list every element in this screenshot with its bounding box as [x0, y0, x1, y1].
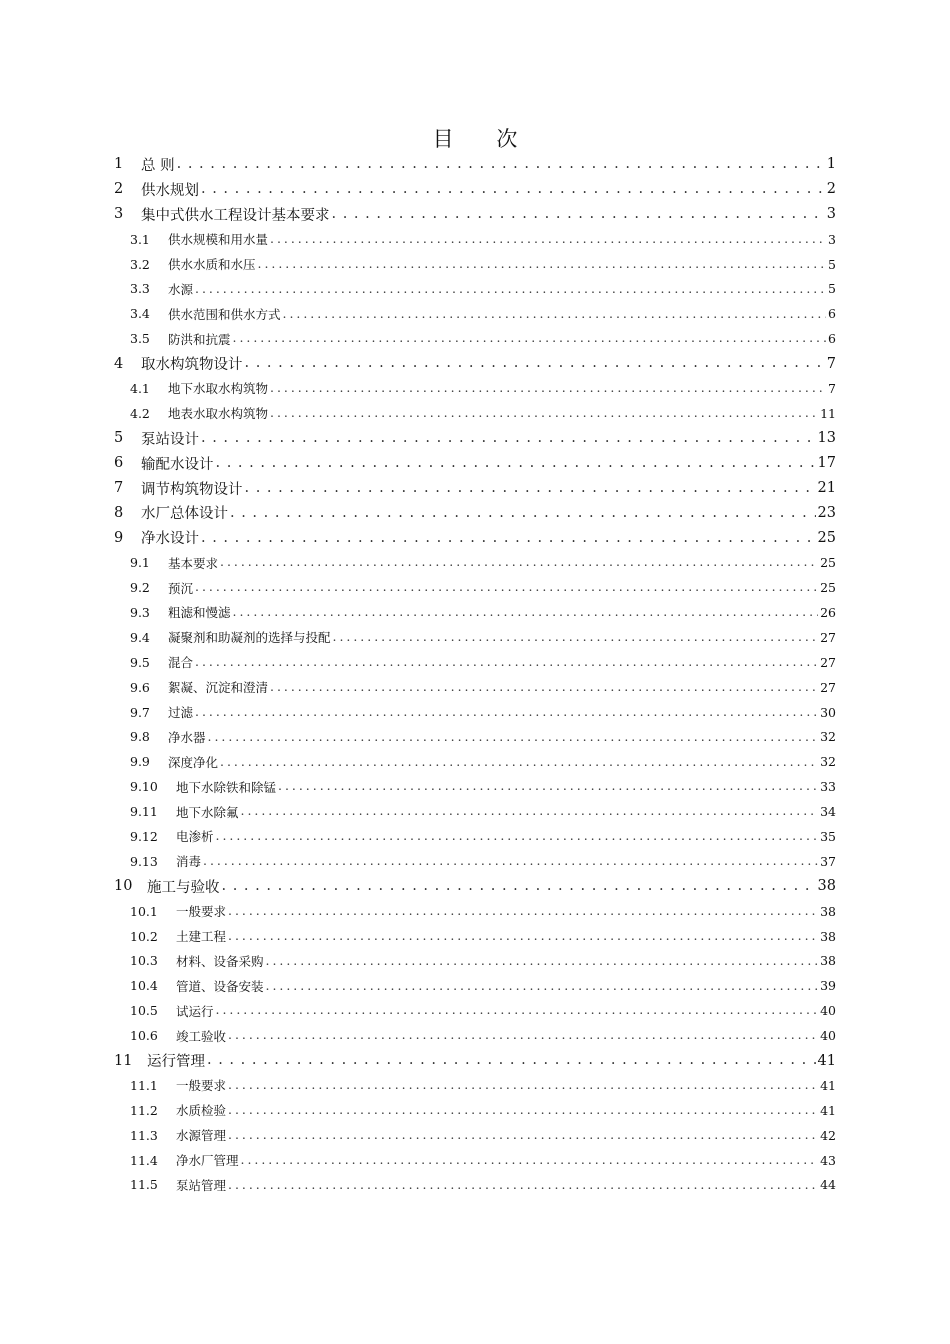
- toc-entry-label: 供水范围和供水方式: [168, 306, 281, 322]
- toc-entry-number: 2: [114, 181, 124, 198]
- toc-entry-label: 水源: [168, 281, 194, 297]
- toc-section-entry[interactable]: [114, 550, 836, 575]
- toc-entry-label: 净水器: [168, 729, 206, 745]
- toc-entry-page: 40: [820, 1003, 836, 1019]
- toc-entry-page: 1: [826, 156, 836, 173]
- toc-section-entry[interactable]: [114, 301, 836, 326]
- toc-entry-number: 9.5: [130, 654, 150, 670]
- toc-entry-page: 41: [820, 1102, 836, 1118]
- dot-leader: [228, 1029, 818, 1042]
- toc-entry-page: 25: [817, 529, 836, 546]
- toc-section-entry[interactable]: [114, 799, 836, 824]
- dot-leader: [216, 1004, 819, 1017]
- toc-entry-page: 38: [820, 953, 836, 969]
- toc-section-entry[interactable]: [114, 650, 836, 675]
- toc-entry-page: 21: [817, 480, 836, 497]
- toc-entry-number: 3.1: [130, 231, 150, 247]
- toc-entry-page: 34: [820, 804, 836, 820]
- toc-entry-label: 净水厂管理: [176, 1153, 239, 1169]
- toc-entry-number: 10: [114, 878, 133, 895]
- toc-entry-page: 41: [817, 1052, 836, 1069]
- dot-leader: [201, 431, 816, 446]
- toc-entry-label: 一般要求: [176, 904, 227, 920]
- toc-section-entry[interactable]: [114, 1148, 836, 1173]
- dot-leader: [220, 756, 818, 769]
- page-title: 目 次: [432, 127, 536, 151]
- toc-entry-number: 9.2: [130, 580, 150, 596]
- toc-entry-page: 25: [820, 580, 836, 596]
- toc-entry-page: 3: [828, 231, 836, 247]
- toc-entry-label: 集中式供水工程设计基本要求: [141, 207, 330, 224]
- dot-leader: [270, 382, 826, 395]
- dot-leader: [278, 780, 818, 793]
- dot-leader: [266, 955, 819, 968]
- toc-entry-number: 1: [114, 156, 124, 173]
- toc-entry-label: 基本要求: [168, 555, 219, 571]
- toc-entry-page: 43: [820, 1152, 836, 1168]
- toc-section-entry[interactable]: [114, 1123, 836, 1148]
- toc-entry-label: 地表水取水构筑物: [168, 406, 269, 422]
- toc-entry-number: 11.2: [130, 1102, 158, 1118]
- toc-entry-page: 38: [820, 928, 836, 944]
- toc-entry-label: 调节构筑物设计: [141, 481, 243, 498]
- toc-entry-page: 7: [828, 380, 836, 396]
- dot-leader: [228, 930, 818, 943]
- toc-section-entry[interactable]: [114, 774, 836, 799]
- dot-leader: [245, 356, 825, 371]
- toc-entry-label: 取水构筑物设计: [141, 357, 243, 374]
- dot-leader: [222, 879, 816, 894]
- toc-entry-label: 材料、设备采购: [176, 953, 264, 969]
- toc-chapter-entry[interactable]: [114, 202, 836, 227]
- dot-leader: [203, 855, 818, 868]
- toc-entry-label: 土建工程: [176, 929, 227, 945]
- toc-entry-label: 泵站管理: [176, 1177, 227, 1193]
- toc-section-entry[interactable]: [114, 849, 836, 874]
- toc-entry-number: 9: [114, 529, 124, 546]
- toc-entry-number: 3.2: [130, 256, 150, 272]
- toc-entry-label: 净水设计: [141, 531, 199, 548]
- toc-entry-number: 4.2: [130, 405, 150, 421]
- toc-section-entry[interactable]: [114, 252, 836, 277]
- toc-entry-label: 混合: [168, 655, 194, 671]
- toc-section-entry[interactable]: [114, 1173, 836, 1198]
- toc-entry-page: 11: [820, 405, 836, 421]
- dot-leader: [233, 606, 819, 619]
- toc-entry-page: 32: [820, 754, 836, 770]
- toc-entry-label: 施工与验收: [147, 879, 220, 896]
- toc-entry-number: 9.10: [130, 779, 158, 795]
- toc-entry-label: 水质检验: [176, 1103, 227, 1119]
- toc-section-entry[interactable]: [114, 973, 836, 998]
- toc-entry-page: 41: [820, 1077, 836, 1093]
- toc-entry-number: 4.1: [130, 380, 150, 396]
- toc-entry-number: 8: [114, 504, 124, 521]
- toc-entry-number: 9.6: [130, 679, 150, 695]
- toc-entry-label: 供水规模和用水量: [168, 232, 269, 248]
- toc-entry-page: 5: [828, 281, 836, 297]
- toc-entry-number: 4: [114, 355, 124, 372]
- toc-section-entry[interactable]: [114, 749, 836, 774]
- dot-leader: [228, 1129, 818, 1142]
- toc-section-entry[interactable]: [114, 899, 836, 924]
- toc-entry-page: 5: [828, 256, 836, 272]
- toc-entry-number: 11.4: [130, 1152, 158, 1168]
- dot-leader: [258, 258, 827, 271]
- toc-section-entry[interactable]: [114, 227, 836, 252]
- toc-entry-page: 17: [817, 455, 836, 472]
- toc-entry-number: 7: [114, 480, 124, 497]
- toc-entry-page: 27: [820, 679, 836, 695]
- toc-entry-page: 32: [820, 729, 836, 745]
- toc-entry-number: 11.1: [130, 1077, 158, 1093]
- toc-entry-page: 44: [820, 1177, 836, 1193]
- toc-entry-label: 地下水取水构筑物: [168, 381, 269, 397]
- toc-entry-label: 输配水设计: [141, 456, 214, 473]
- toc-entry-label: 水源管理: [176, 1128, 227, 1144]
- dot-leader: [195, 581, 818, 594]
- toc-entry-page: 37: [820, 853, 836, 869]
- dot-leader: [177, 157, 825, 172]
- dot-leader: [195, 656, 818, 669]
- toc-entry-page: 30: [820, 704, 836, 720]
- toc-entry-label: 运行管理: [147, 1054, 205, 1070]
- toc-entry-number: 9.3: [130, 604, 150, 620]
- toc-chapter-entry[interactable]: [114, 500, 836, 525]
- toc-entry-number: 11.5: [130, 1177, 158, 1193]
- toc-section-entry[interactable]: [114, 924, 836, 949]
- toc-entry-number: 9.9: [130, 754, 150, 770]
- toc-entry-page: 26: [820, 604, 836, 620]
- dot-leader: [245, 481, 816, 496]
- toc-section-entry[interactable]: [114, 824, 836, 849]
- toc-entry-page: 38: [817, 878, 836, 895]
- toc-section-entry[interactable]: [114, 376, 836, 401]
- toc-entry-page: 13: [817, 430, 836, 447]
- toc-entry-number: 9.1: [130, 555, 150, 571]
- toc-entry-page: 2: [826, 181, 836, 198]
- toc-section-entry[interactable]: [114, 1023, 836, 1048]
- toc-list: [114, 152, 836, 1197]
- toc-section-entry[interactable]: [114, 700, 836, 725]
- toc-entry-number: 9.13: [130, 853, 158, 869]
- toc-entry-number: 3.3: [130, 281, 150, 297]
- dot-leader: [195, 283, 826, 296]
- toc-entry-label: 竣工验收: [176, 1028, 227, 1044]
- toc-entry-number: 3.4: [130, 306, 150, 322]
- dot-leader: [201, 531, 816, 546]
- dot-leader: [270, 233, 826, 246]
- toc-chapter-entry[interactable]: [114, 177, 836, 202]
- toc-chapter-entry[interactable]: [114, 476, 836, 501]
- toc-entry-page: 23: [817, 504, 836, 521]
- toc-entry-page: 6: [828, 306, 836, 322]
- dot-leader: [241, 805, 819, 818]
- toc-section-entry[interactable]: [114, 675, 836, 700]
- toc-entry-label: 粗滤和慢滤: [168, 605, 231, 621]
- toc-entry-number: 9.8: [130, 729, 150, 745]
- toc-entry-page: 33: [820, 779, 836, 795]
- toc-entry-page: 42: [820, 1127, 836, 1143]
- toc-section-entry[interactable]: [114, 600, 836, 625]
- dot-leader: [195, 706, 818, 719]
- toc-entry-label: 总 则: [141, 157, 175, 174]
- dot-leader: [230, 506, 816, 521]
- toc-entry-page: 25: [820, 555, 836, 571]
- toc-entry-label: 絮凝、沉淀和澄清: [168, 680, 269, 696]
- toc-entry-label: 消毒: [176, 854, 202, 870]
- toc-section-entry[interactable]: [114, 276, 836, 301]
- toc-entry-label: 防洪和抗震: [168, 331, 231, 347]
- toc-entry-label: 电渗析: [176, 829, 214, 845]
- toc-entry-page: 7: [826, 355, 836, 372]
- toc-section-entry[interactable]: [114, 998, 836, 1023]
- toc-entry-label: 泵站设计: [141, 431, 199, 448]
- dot-leader: [283, 308, 827, 321]
- toc-chapter-entry[interactable]: [114, 426, 836, 451]
- toc-section-entry[interactable]: [114, 326, 836, 351]
- toc-entry-page: 38: [820, 903, 836, 919]
- toc-section-entry[interactable]: [114, 1073, 836, 1098]
- toc-chapter-entry[interactable]: [114, 351, 836, 376]
- toc-entry-label: 凝聚剂和助凝剂的选择与投配: [168, 630, 331, 646]
- dot-leader: [266, 980, 819, 993]
- dot-leader: [270, 407, 818, 420]
- dot-leader: [216, 830, 819, 843]
- dot-leader: [228, 1104, 818, 1117]
- dot-leader: [270, 681, 818, 694]
- toc-entry-number: 10.4: [130, 978, 158, 994]
- toc-entry-number: 10.1: [130, 903, 158, 919]
- toc-entry-page: 3: [826, 206, 836, 223]
- toc-entry-label: 试运行: [176, 1003, 214, 1019]
- toc-entry-label: 水厂总体设计: [141, 506, 228, 523]
- dot-leader: [220, 556, 818, 569]
- dot-leader: [241, 1154, 819, 1167]
- toc-entry-number: 10.5: [130, 1003, 158, 1019]
- toc-section-entry[interactable]: [114, 401, 836, 426]
- toc-chapter-entry[interactable]: [114, 525, 836, 550]
- toc-section-entry[interactable]: [114, 1098, 836, 1123]
- toc-entry-number: 11: [114, 1052, 133, 1069]
- toc-entry-number: 10.3: [130, 953, 158, 969]
- toc-entry-number: 3.5: [130, 331, 150, 347]
- toc-entry-label: 管道、设备安装: [176, 978, 264, 994]
- toc-entry-label: 供水规划: [141, 182, 199, 199]
- dot-leader: [332, 207, 825, 222]
- toc-entry-label: 地下水除氟: [176, 804, 239, 820]
- toc-entry-number: 11.3: [130, 1127, 158, 1143]
- dot-leader: [201, 182, 825, 197]
- toc-entry-label: 供水水质和水压: [168, 257, 256, 272]
- toc-entry-label: 深度净化: [168, 754, 219, 770]
- toc-entry-number: 5: [114, 430, 124, 447]
- dot-leader: [228, 1079, 818, 1092]
- toc-section-entry[interactable]: [114, 625, 836, 650]
- toc-section-entry[interactable]: [114, 575, 836, 600]
- dot-leader: [208, 731, 819, 744]
- dot-leader: [333, 631, 819, 644]
- dot-leader: [233, 332, 827, 345]
- toc-entry-page: 39: [820, 978, 836, 994]
- toc-entry-number: 10.2: [130, 928, 158, 944]
- dot-leader: [207, 1053, 816, 1068]
- dot-leader: [228, 905, 818, 918]
- toc-entry-page: 27: [820, 629, 836, 645]
- toc-entry-label: 地下水除铁和除锰: [176, 779, 277, 795]
- toc-entry-number: 9.12: [130, 828, 158, 844]
- toc-chapter-entry[interactable]: [114, 874, 836, 899]
- toc-chapter-entry[interactable]: [114, 451, 836, 476]
- toc-entry-page: 6: [828, 331, 836, 347]
- toc-entry-number: 9.7: [130, 704, 150, 720]
- toc-chapter-entry[interactable]: [114, 1048, 836, 1073]
- toc-entry-page: 40: [820, 1028, 836, 1044]
- toc-entry-page: 27: [820, 654, 836, 670]
- toc-section-entry[interactable]: [114, 949, 836, 974]
- toc-chapter-entry[interactable]: [114, 152, 836, 177]
- toc-section-entry[interactable]: [114, 724, 836, 749]
- toc-entry-number: 9.11: [130, 804, 158, 820]
- toc-entry-label: 预沉: [168, 580, 194, 596]
- toc-entry-page: 35: [820, 828, 836, 844]
- toc-entry-label: 一般要求: [176, 1078, 227, 1094]
- dot-leader: [228, 1179, 818, 1192]
- toc-entry-number: 3: [114, 206, 124, 223]
- dot-leader: [216, 456, 816, 471]
- toc-entry-number: 10.6: [130, 1028, 158, 1044]
- toc-entry-number: 6: [114, 455, 124, 472]
- toc-entry-number: 9.4: [130, 629, 150, 645]
- toc-entry-label: 过滤: [168, 705, 194, 721]
